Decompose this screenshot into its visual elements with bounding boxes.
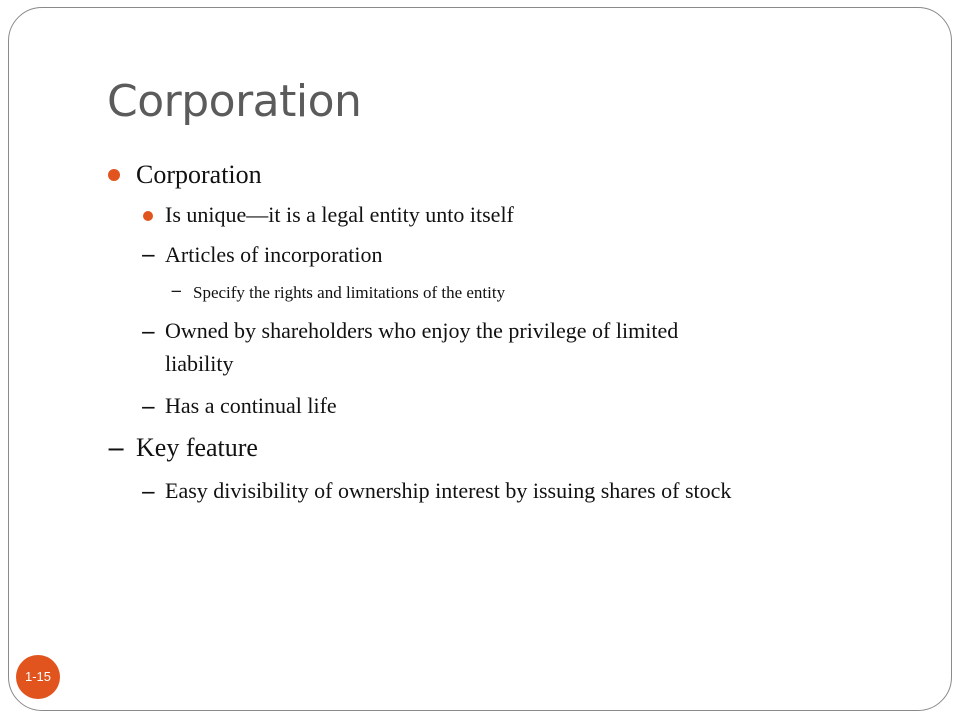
dash-bullet-icon: −	[170, 282, 183, 300]
bullet-easy-divisibility: Easy divisibility of ownership interest by issuing shares of stock	[165, 478, 732, 503]
orange-bullet-icon	[143, 211, 153, 221]
orange-bullet-icon	[108, 169, 120, 181]
bullet-is-unique: Is unique—it is a legal entity unto itself	[165, 202, 514, 227]
slide-number-badge: 1-15	[16, 655, 60, 699]
dash-bullet-icon: −	[140, 395, 157, 419]
dash-bullet-icon: −	[140, 243, 157, 267]
dash-bullet-icon: −	[140, 320, 157, 344]
bullet-continual-life: Has a continual life	[165, 393, 337, 418]
bullet-articles: Articles of incorporation	[165, 242, 383, 267]
bullet-owned-continuation: liability	[165, 351, 234, 376]
bullet-corporation: Corporation	[136, 160, 262, 189]
dash-bullet-icon: −	[106, 435, 127, 463]
bullet-specify-rights: Specify the rights and limitations of the entity	[193, 283, 506, 302]
dash-bullet-icon: −	[140, 480, 157, 504]
bullet-owned-by-shareholders: Owned by shareholders who enjoy the privilege of limited	[165, 318, 679, 343]
slide-title: Corporation	[107, 76, 362, 127]
bullet-key-feature: Key feature	[136, 433, 258, 462]
